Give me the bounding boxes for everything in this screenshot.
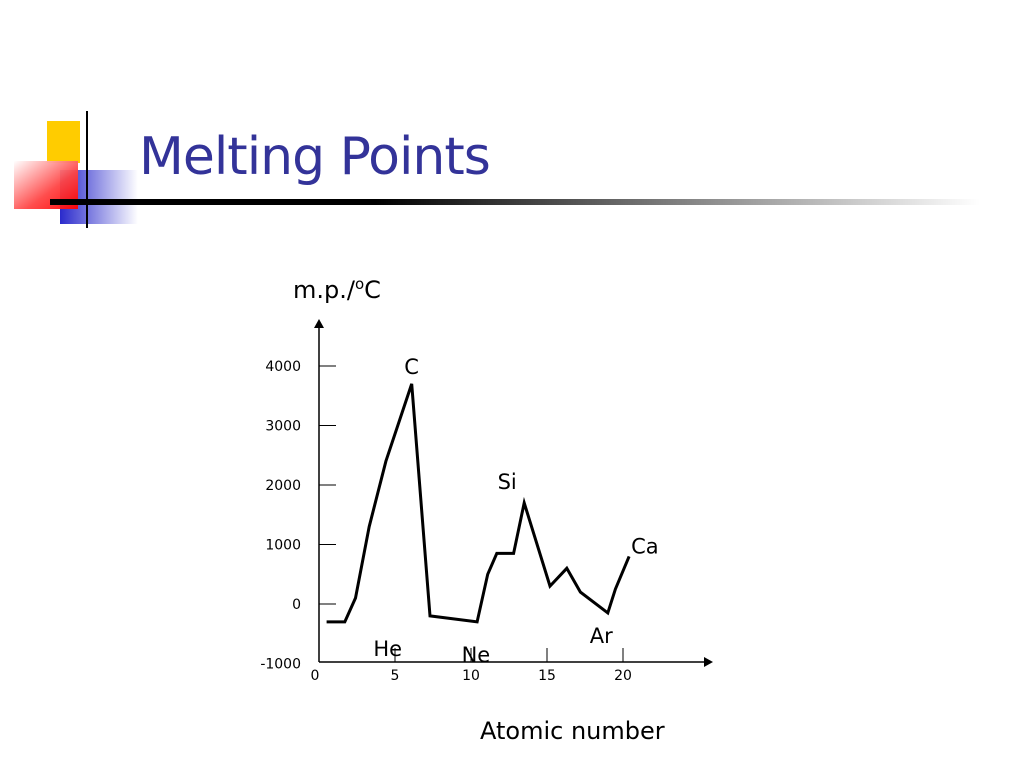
y-axis-title-superscript: o [354, 275, 365, 293]
element-label-c: C [404, 354, 419, 379]
y-tick-label: 0 [292, 597, 301, 613]
x-tick-label: 15 [538, 668, 556, 684]
y-axis-title [293, 275, 381, 304]
y-axis-title-unit: C [364, 276, 381, 304]
x-axis-title: Atomic number [480, 717, 665, 745]
element-label-ar: Ar [589, 623, 613, 648]
element-annotations [373, 355, 658, 667]
y-axis-title-main: m.p./ [293, 276, 355, 304]
y-tick-label: 3000 [265, 418, 301, 435]
data-series [327, 384, 630, 622]
y-ticks [260, 359, 336, 673]
element-label-he: He [373, 636, 403, 661]
y-tick-label: 4000 [265, 359, 301, 375]
x-tick-label: 5 [390, 668, 400, 684]
element-label-ca: Ca [631, 534, 659, 559]
element-label-si: Si [497, 469, 517, 494]
element-label-ne: Ne [461, 642, 491, 667]
x-tick-label: 10 [462, 668, 480, 684]
x-axis-arrow [704, 657, 713, 667]
y-axis-arrow [314, 319, 324, 328]
y-tick-label: -1000 [260, 656, 301, 673]
y-tick-label: 1000 [265, 537, 301, 554]
x-tick-label: 0 [310, 668, 320, 684]
slide-title: Melting Points [139, 127, 490, 187]
x-tick-label: 20 [614, 668, 632, 684]
melting-point-line [327, 384, 629, 622]
y-tick-label: 2000 [265, 478, 301, 494]
